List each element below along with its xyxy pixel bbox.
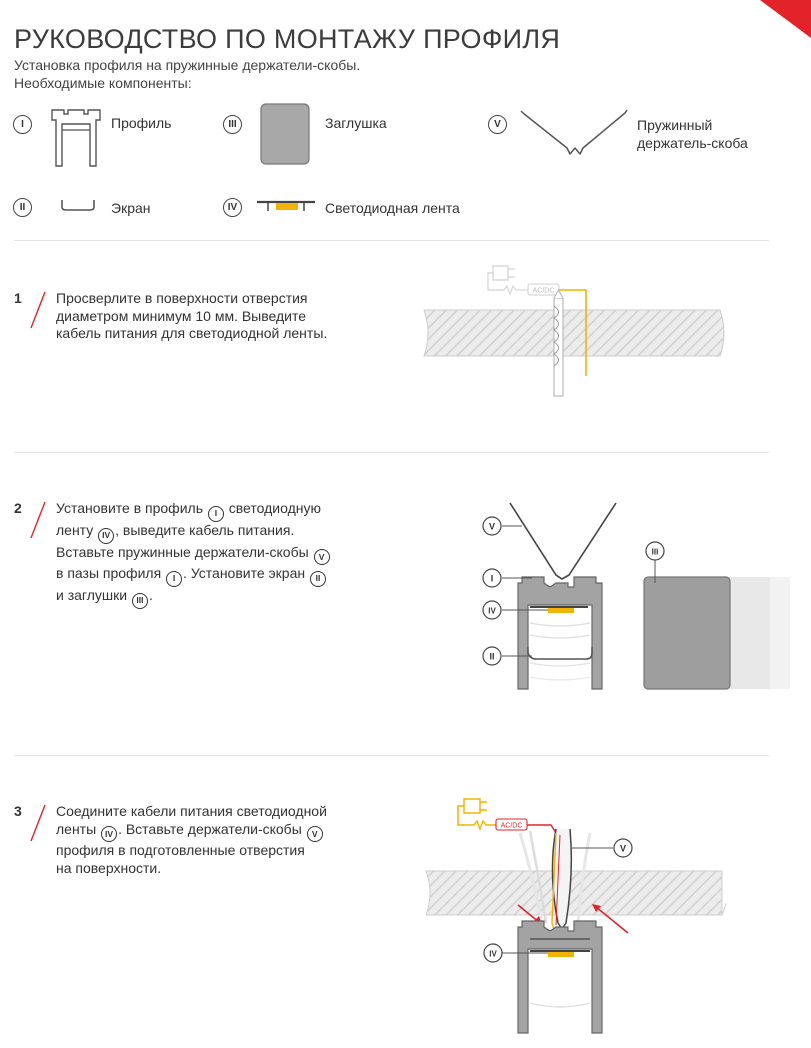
callout-numeral — [483, 647, 501, 665]
callout-numeral — [484, 944, 502, 962]
step-3-diagram — [420, 793, 730, 1038]
adapter-label: AC/DC — [532, 287, 555, 295]
svg-text:IV: IV — [488, 606, 496, 616]
end-cap-icon — [260, 103, 310, 165]
step-slash — [28, 290, 48, 330]
callout-numeral — [483, 601, 501, 619]
step-2-text: Установите в профиль I светодиодную ленту IV , выведите кабель питания. Вставьте пружинные держатели-скобы V в пазы профиля I . Установите экран II и заглушки III . — [56, 500, 331, 609]
step-number: 2 — [14, 500, 22, 516]
numeral-badge: I — [13, 115, 32, 134]
callout-numeral — [483, 517, 501, 535]
numeral-badge: IV — [223, 198, 242, 217]
svg-text:III: III — [651, 547, 659, 557]
callout-numeral — [483, 569, 501, 587]
step-slash — [28, 500, 48, 540]
step-number: 1 — [14, 290, 22, 306]
numeral-badge: V — [488, 115, 507, 134]
intro-components-heading: Необходимые компоненты: — [14, 75, 192, 91]
component-label: держатель-скоба — [637, 135, 748, 151]
component-label: Профиль — [111, 115, 172, 131]
divider — [14, 452, 769, 453]
svg-text:V: V — [488, 521, 496, 532]
page-title: РУКОВОДСТВО ПО МОНТАЖУ ПРОФИЛЯ — [14, 24, 561, 55]
svg-text:I: I — [490, 573, 494, 584]
spring-clip-icon — [520, 108, 630, 158]
callout-numeral — [614, 839, 632, 857]
callout-numeral — [646, 542, 664, 560]
numeral-badge: II — [13, 198, 32, 217]
step-1-text: Просверлите в поверхности отверстия диаметром минимум 10 мм. Выведите кабель питания для светодиодной ленты. — [56, 290, 328, 341]
divider — [14, 240, 769, 241]
step-3-text: Соедините кабели питания светодиодной ленты IV . Вставьте держатели-скобы V профиля в подготовленные отверстия на поверхности. — [56, 803, 327, 876]
step-1-diagram — [418, 258, 728, 403]
component-label: Пружинный — [637, 117, 713, 133]
profile-icon — [50, 108, 102, 168]
step-number: 3 — [14, 803, 22, 819]
numeral-badge: III — [223, 115, 242, 134]
step-slash — [28, 803, 48, 843]
adapter-label: AC/DC — [500, 822, 523, 830]
svg-text:V: V — [619, 843, 627, 854]
component-label: Заглушка — [325, 115, 387, 131]
svg-text:IV: IV — [489, 949, 497, 959]
led-strip-icon — [256, 199, 316, 215]
divider — [14, 755, 769, 756]
component-label: Экран — [111, 200, 151, 216]
component-label: Светодиодная лента — [325, 200, 460, 216]
diffuser-screen-icon — [60, 198, 96, 214]
step-2-diagram — [470, 495, 800, 695]
intro-text: Установка профиля на пружинные держатели-скобы. — [14, 57, 361, 73]
svg-text:II: II — [489, 651, 495, 662]
